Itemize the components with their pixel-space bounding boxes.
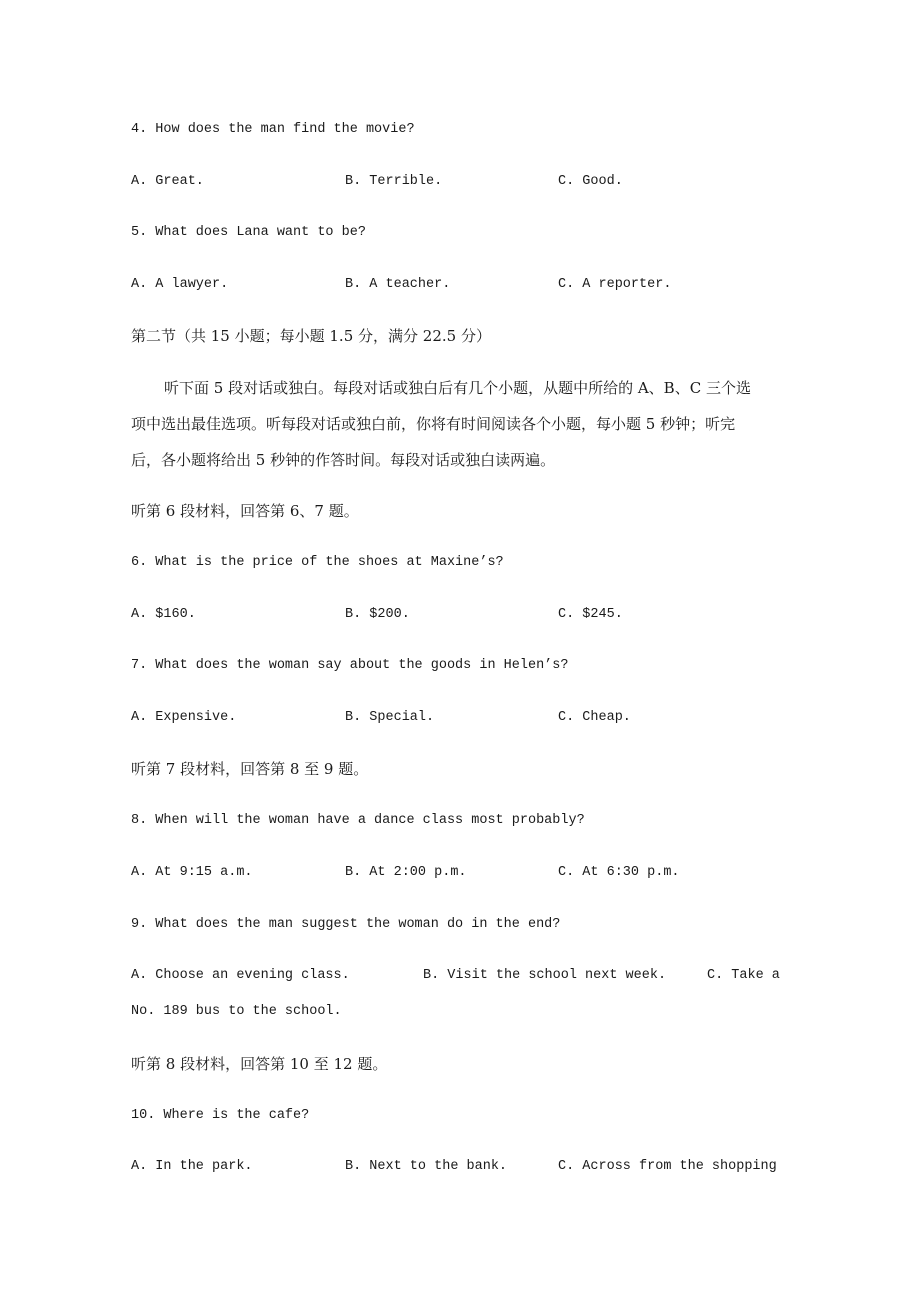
option-b: B. Next to the bank. <box>345 1159 508 1174</box>
option-c: C. $245. <box>558 607 623 622</box>
passage-heading: 听第 6 段材料，回答第 6、7 题。 <box>131 502 359 520</box>
option-c: C. Cheap. <box>558 710 631 725</box>
option-c: C. At 6:30 p.m. <box>558 865 680 880</box>
option-b: B. Terrible. <box>345 174 443 189</box>
option-a: A. Choose an evening class. <box>131 968 350 983</box>
option-b: B. $200. <box>345 607 410 622</box>
option-c: C. A reporter. <box>558 277 672 292</box>
section-title: 第二节（共 15 小题；每小题 1.5 分，满分 22.5 分） <box>131 327 491 345</box>
option-a: A. Expensive. <box>131 710 237 725</box>
option-b: B. At 2:00 p.m. <box>345 865 467 880</box>
option-c: C. Across from the shopping <box>558 1159 777 1174</box>
question-text: 8. When will the woman have a dance class most probably? <box>131 813 585 828</box>
option-b: B. A teacher. <box>345 277 451 292</box>
question-text: 7. What does the woman say about the goods in Helen’s? <box>131 658 569 673</box>
question-text: 5. What does Lana want to be? <box>131 225 366 240</box>
question-text: 6. What is the price of the shoes at Maxine’s? <box>131 555 504 570</box>
option-b: B. Special. <box>345 710 435 725</box>
instruction-line: 项中选出最佳选项。听每段对话或独白前，你将有时间阅读各个小题，每小题 5 秒钟；听完 <box>131 415 736 433</box>
question-text: 9. What does the man suggest the woman do in the end? <box>131 917 561 932</box>
option-c: C. Take a <box>707 968 780 983</box>
question-text: 4. How does the man find the movie? <box>131 122 415 137</box>
option-c-continuation: No. 189 bus to the school. <box>131 1004 342 1019</box>
option-a: A. A lawyer. <box>131 277 229 292</box>
option-a: A. Great. <box>131 174 204 189</box>
option-a: A. $160. <box>131 607 196 622</box>
passage-heading: 听第 7 段材料，回答第 8 至 9 题。 <box>131 760 369 778</box>
instruction-line: 听下面 5 段对话或独白。每段对话或独白后有几个小题，从题中所给的 A、B、C 三个选 <box>164 379 751 397</box>
question-text: 10. Where is the cafe? <box>131 1108 310 1123</box>
instruction-line: 后，各小题将给出 5 秒钟的作答时间。每段对话或独白读两遍。 <box>131 451 556 469</box>
option-a: A. At 9:15 a.m. <box>131 865 253 880</box>
option-b: B. Visit the school next week. <box>423 968 667 983</box>
passage-heading: 听第 8 段材料，回答第 10 至 12 题。 <box>131 1055 388 1073</box>
option-c: C. Good. <box>558 174 623 189</box>
option-a: A. In the park. <box>131 1159 253 1174</box>
